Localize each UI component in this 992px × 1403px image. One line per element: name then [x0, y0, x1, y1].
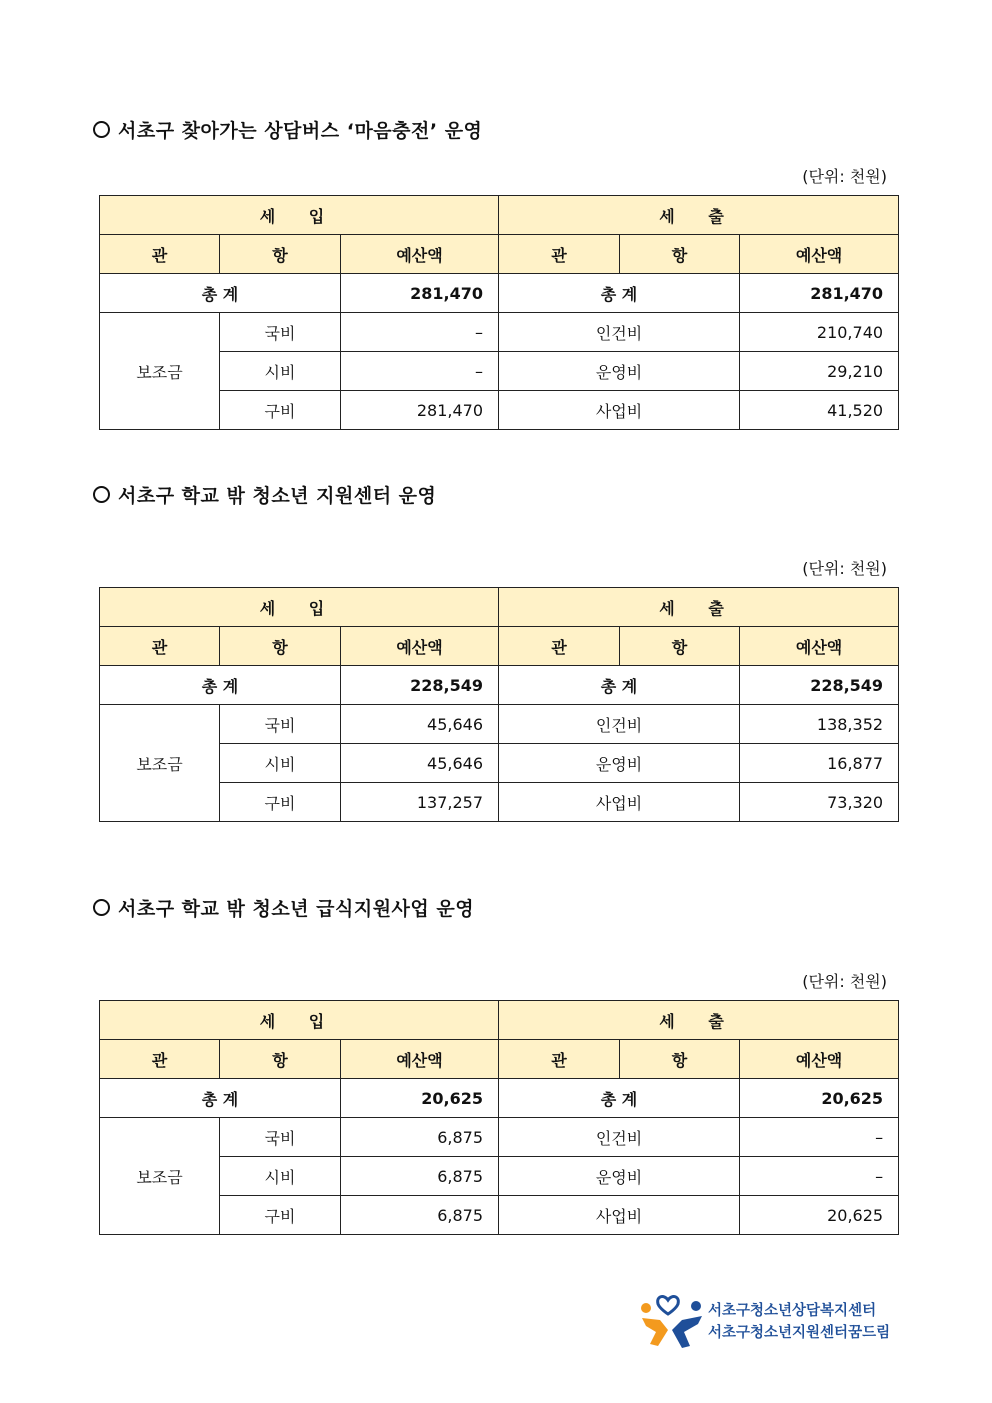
budget-header: 예산액	[341, 1040, 499, 1079]
expense-total-label: 총 계	[499, 1079, 740, 1118]
income-value: 137,257	[341, 783, 499, 822]
section-title-1: 서초구 찾아가는 상담버스 ‘마음충전’ 운영	[93, 116, 482, 143]
personnel-label: 인건비	[499, 313, 740, 352]
total-row	[100, 666, 899, 705]
table-subheader-row	[100, 1040, 899, 1079]
table-subheader-row	[100, 627, 899, 666]
expense-value: 73,320	[740, 783, 899, 822]
national-label: 국비	[220, 313, 341, 352]
circle-bullet-icon	[93, 121, 110, 138]
gwan-header: 관	[100, 1040, 220, 1079]
expense-total-label: 총 계	[499, 274, 740, 313]
income-header: 세 입	[100, 196, 499, 235]
expense-header: 세 출	[499, 1001, 899, 1040]
hang-header: 항	[220, 235, 341, 274]
table-header-row	[100, 588, 899, 627]
income-total-value: 228,549	[341, 666, 499, 705]
expense-total-value: 20,625	[740, 1079, 899, 1118]
expense-value: 138,352	[740, 705, 899, 744]
income-header: 세 입	[100, 1001, 499, 1040]
expense-value: 210,740	[740, 313, 899, 352]
expense-value: –	[740, 1118, 899, 1157]
expense-value: –	[740, 1157, 899, 1196]
income-value: 45,646	[341, 744, 499, 783]
table-row	[100, 391, 899, 430]
expense-value: 16,877	[740, 744, 899, 783]
gwan-header: 관	[499, 627, 620, 666]
subsidy-label: 보조금	[100, 705, 220, 822]
income-total-value: 281,470	[341, 274, 499, 313]
budget-header: 예산액	[740, 1040, 899, 1079]
unit-label-3: (단위: 천원)	[802, 972, 887, 991]
income-total-value: 20,625	[341, 1079, 499, 1118]
income-value: –	[341, 352, 499, 391]
income-value: 6,875	[341, 1157, 499, 1196]
expense-value: 20,625	[740, 1196, 899, 1235]
income-value: 6,875	[341, 1196, 499, 1235]
hang-header: 항	[620, 627, 740, 666]
table-row	[100, 744, 899, 783]
gwan-header: 관	[499, 235, 620, 274]
hang-header: 항	[620, 235, 740, 274]
expense-header: 세 출	[499, 196, 899, 235]
unit-label-2: (단위: 천원)	[802, 559, 887, 578]
hang-header: 항	[620, 1040, 740, 1079]
budget-table-2	[99, 587, 899, 822]
table-header-row	[100, 1001, 899, 1040]
expense-total-value: 228,549	[740, 666, 899, 705]
city-label: 시비	[220, 352, 341, 391]
circle-bullet-icon	[93, 899, 110, 916]
table-row	[100, 1118, 899, 1157]
table-row	[100, 352, 899, 391]
table-row	[100, 1157, 899, 1196]
expense-value: 29,210	[740, 352, 899, 391]
total-row	[100, 1079, 899, 1118]
subsidy-label: 보조금	[100, 313, 220, 430]
logo-line-2: 서초구청소년지원센터꿈드림	[708, 1325, 891, 1341]
city-label: 시비	[220, 744, 341, 783]
project-label: 사업비	[499, 391, 740, 430]
district-label: 구비	[220, 783, 341, 822]
logo-line-1: 서초구청소년상담복지센터	[708, 1303, 877, 1319]
national-label: 국비	[220, 705, 341, 744]
income-value: –	[341, 313, 499, 352]
circle-bullet-icon	[93, 486, 110, 503]
budget-table-3	[99, 1000, 899, 1235]
personnel-label: 인건비	[499, 1118, 740, 1157]
income-value: 6,875	[341, 1118, 499, 1157]
project-label: 사업비	[499, 1196, 740, 1235]
table-row	[100, 313, 899, 352]
table-subheader-row	[100, 235, 899, 274]
budget-table-1	[99, 195, 899, 430]
operating-label: 운영비	[499, 1157, 740, 1196]
operating-label: 운영비	[499, 352, 740, 391]
table-row	[100, 783, 899, 822]
city-label: 시비	[220, 1157, 341, 1196]
section-title-3: 서초구 학교 밖 청소년 급식지원사업 운영	[93, 894, 474, 921]
table-row	[100, 1196, 899, 1235]
budget-header: 예산액	[341, 627, 499, 666]
gwan-header: 관	[100, 627, 220, 666]
logo-text	[708, 1300, 890, 1344]
personnel-label: 인건비	[499, 705, 740, 744]
operating-label: 운영비	[499, 744, 740, 783]
expense-value: 41,520	[740, 391, 899, 430]
table-row	[100, 705, 899, 744]
national-label: 국비	[220, 1118, 341, 1157]
expense-total-value: 281,470	[740, 274, 899, 313]
expense-header: 세 출	[499, 588, 899, 627]
center-logo	[638, 1294, 898, 1350]
subsidy-label: 보조금	[100, 1118, 220, 1235]
project-label: 사업비	[499, 783, 740, 822]
income-total-label: 총 계	[100, 274, 341, 313]
unit-label-1: (단위: 천원)	[802, 167, 887, 186]
income-total-label: 총 계	[100, 1079, 341, 1118]
hang-header: 항	[220, 1040, 341, 1079]
gwan-header: 관	[100, 235, 220, 274]
district-label: 구비	[220, 1196, 341, 1235]
section-title-2: 서초구 학교 밖 청소년 지원센터 운영	[93, 481, 436, 508]
income-header: 세 입	[100, 588, 499, 627]
gwan-header: 관	[499, 1040, 620, 1079]
budget-header: 예산액	[740, 627, 899, 666]
hang-header: 항	[220, 627, 341, 666]
district-label: 구비	[220, 391, 341, 430]
income-total-label: 총 계	[100, 666, 341, 705]
income-value: 281,470	[341, 391, 499, 430]
people-heart-logo-icon	[638, 1294, 706, 1350]
table-header-row	[100, 196, 899, 235]
income-value: 45,646	[341, 705, 499, 744]
budget-header: 예산액	[341, 235, 499, 274]
expense-total-label: 총 계	[499, 666, 740, 705]
budget-header: 예산액	[740, 235, 899, 274]
total-row	[100, 274, 899, 313]
